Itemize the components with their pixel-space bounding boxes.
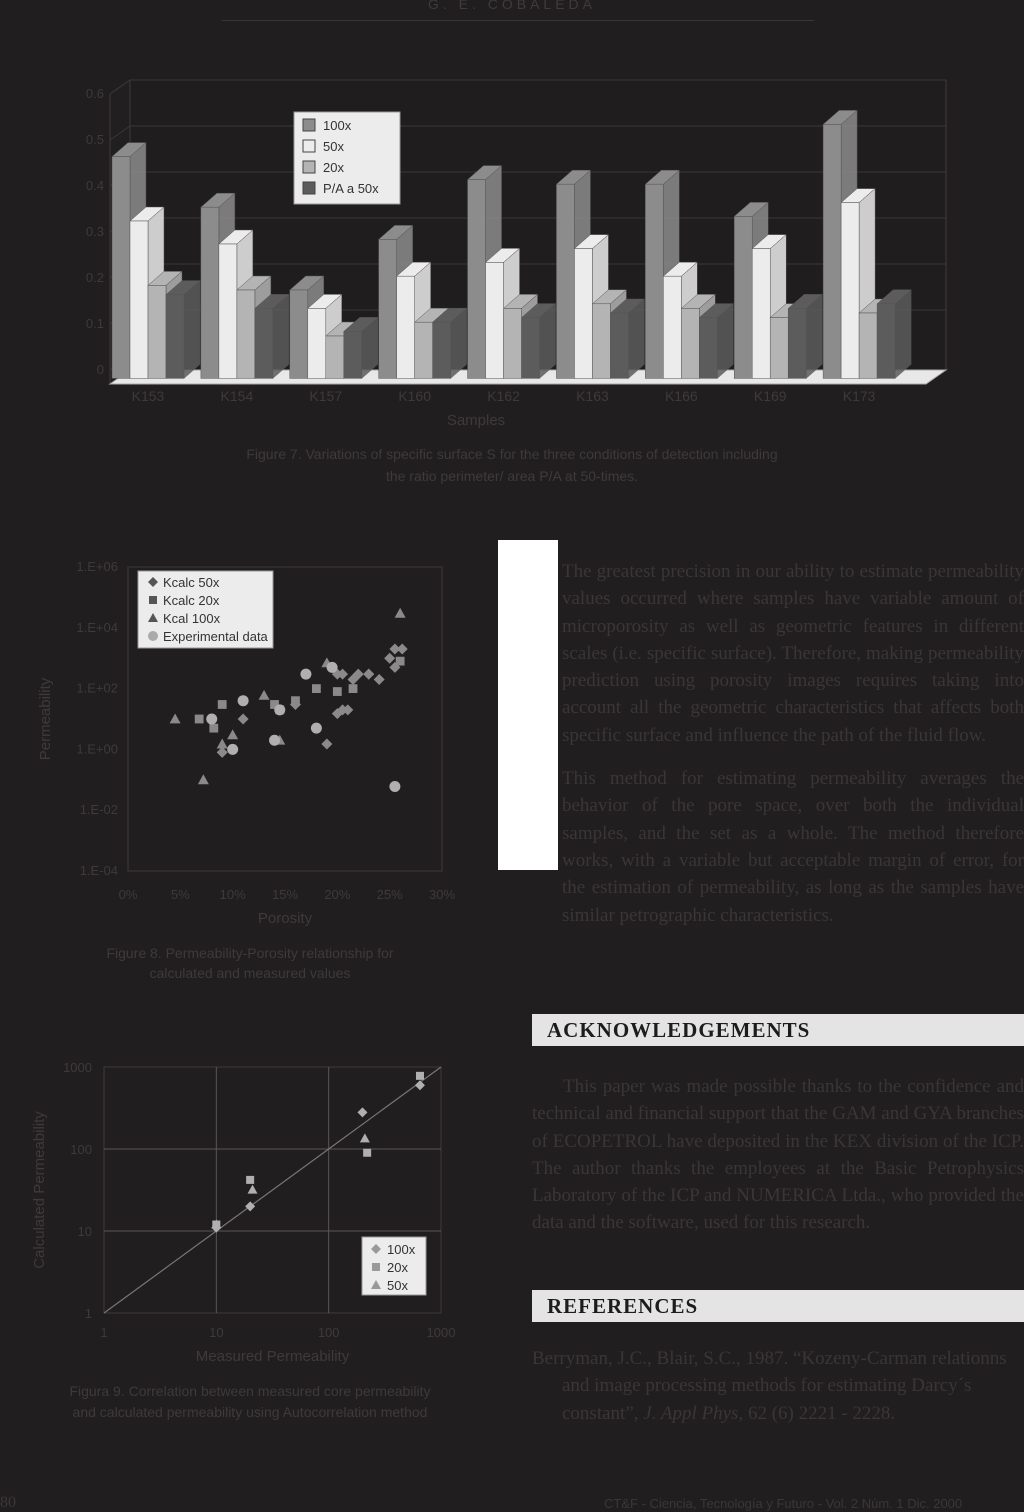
figure7-xtick-label: K173: [842, 388, 876, 404]
figure7-bar-front: [574, 249, 592, 379]
figure8-legend-marker: [149, 596, 157, 604]
figure7-bar-front: [219, 244, 237, 378]
figure9-caption: [20, 1381, 480, 1423]
figure8-legend-marker: [148, 631, 158, 641]
figure9-point: [416, 1072, 424, 1080]
page-number: 80: [0, 1494, 16, 1511]
figure8-point: [195, 715, 204, 724]
figure7-bar-side: [895, 290, 911, 379]
figure7-ytick-label: 0.5: [85, 132, 104, 147]
figure8-caption-line2: calculated and measured values: [149, 965, 351, 981]
figure8-ytick-label: 1.E-04: [79, 863, 118, 878]
reference-1-journal: J. Appl Phys: [643, 1402, 739, 1424]
figure7-ytick-label: 0.3: [85, 224, 104, 239]
figure7-bar-front: [130, 221, 148, 378]
figure8-point: [238, 714, 249, 725]
figure8-point: [206, 714, 217, 725]
figure8-point: [396, 657, 405, 666]
figure7-legend-swatch: [303, 161, 315, 173]
figure9-caption-line1: Figura 9. Correlation between measured core permeability: [69, 1383, 431, 1399]
figure7-ytick-label: 0.1: [85, 316, 104, 331]
figure9-legend-marker: [372, 1263, 380, 1271]
figure7-ytick-label: 0.6: [85, 86, 104, 101]
figure7-bar-front: [166, 295, 184, 379]
figure8-xtick-label: 10%: [219, 887, 246, 902]
body-text: [562, 558, 1024, 929]
figure7-bar-front: [770, 318, 788, 379]
figure7-bar-front: [415, 322, 433, 378]
figure7-bar-side: [806, 294, 822, 378]
figure8-point: [218, 700, 227, 709]
figure7-legend-label: P/A a 50x: [323, 181, 379, 196]
figure8-point: [217, 747, 228, 758]
figure8-point: [227, 729, 238, 739]
figure7-bar-side: [184, 281, 200, 379]
figure7-bar-front: [610, 313, 628, 378]
figure8-point: [397, 644, 408, 655]
figure8-point: [349, 684, 358, 693]
figure8-ytick-label: 1.E+04: [76, 619, 118, 635]
figure7-legend-swatch: [303, 140, 315, 152]
figure7-bar-front: [290, 290, 308, 378]
figure8-xtick-label: 0%: [118, 887, 138, 902]
figure8-point: [327, 662, 338, 673]
figure7-bar-front: [255, 308, 273, 378]
figure7-ytick-label: 0.4: [85, 178, 104, 193]
figure7-bar-front: [556, 184, 574, 378]
figure8-point: [238, 695, 249, 706]
figure8-point: [217, 739, 228, 749]
figure9-ytick-label: 10: [77, 1224, 92, 1239]
figure7-bar-front: [201, 207, 219, 378]
figure9-xtick-label: 1000: [426, 1325, 456, 1340]
figure7-bar-front: [148, 285, 166, 378]
figure8-legend-label: Kcal 100x: [163, 611, 221, 626]
figure8-point: [312, 684, 321, 693]
figure7-caption: [0, 443, 1024, 487]
figure9-point: [363, 1149, 371, 1157]
figure9-xtick-label: 10: [209, 1325, 224, 1340]
figure8-point: [395, 608, 406, 618]
figure7-bar-front: [522, 318, 540, 379]
figure7-bar-front: [699, 318, 717, 379]
figure7-ytick-label: 0: [96, 362, 104, 377]
figure7-bar-front: [859, 313, 877, 378]
header-rule: [222, 20, 814, 21]
figure9-yaxis-title: Calculated Permeability: [31, 1111, 48, 1269]
figure9-point: [245, 1201, 255, 1211]
figure9-ytick-label: 1: [84, 1306, 92, 1321]
body-paragraph-1: The greatest precision in our ability to estimate permeability values occurred where samples have variable amount of microporosity as well as geometric features in different scales (i.e. specific surface). Therefore, making permeability prediction using porosity images requires taking into account all the geometric characteristics that affects both specific surface and influence the path of the fluid flow.: [562, 561, 1024, 746]
figure9-point: [360, 1133, 370, 1142]
figure7-bar-front: [237, 290, 255, 378]
figure8-scatter-chart: [20, 555, 490, 935]
figure7-bar-front: [663, 276, 681, 378]
figure8-xtick-label: 15%: [271, 887, 299, 902]
figure8-legend-label: Experimental data: [163, 629, 268, 644]
figure7-xtick-label: K163: [576, 388, 609, 404]
figure9-point: [415, 1080, 425, 1090]
figure8-point: [311, 723, 322, 734]
figure9-xtick-label: 1: [100, 1325, 108, 1340]
figure7-bar-front: [486, 262, 504, 378]
reference-entry-1: [532, 1345, 1024, 1427]
figure7-bar-front: [344, 331, 362, 378]
figure9-legend-label: 20x: [387, 1260, 408, 1275]
figure7-legend-label: 50x: [323, 139, 344, 154]
figure9-caption-line2: and calculated permeability using Autocorrelation method: [72, 1404, 428, 1420]
figure7-bar-front: [823, 124, 841, 378]
figure7-legend-label: 20x: [323, 160, 344, 175]
figure8-point: [291, 696, 300, 705]
white-block: [498, 540, 558, 870]
figure8-legend: [138, 571, 273, 648]
figure7-bar: [788, 294, 822, 378]
figure9-point: [357, 1107, 367, 1117]
figure8-point: [274, 704, 285, 715]
journal-footer: CT&F - Ciencia, Tecnología y Futuro - Vol. 2 Núm. 1 Dic. 2000: [604, 1496, 963, 1511]
figure7-xtick-label: K153: [131, 388, 165, 404]
figure7-bar: [166, 281, 200, 379]
figure8-ytick-label: 1.E-02: [79, 802, 118, 818]
figure9-scatter-chart: [20, 1055, 490, 1375]
figure7-xtick-label: K166: [664, 388, 698, 404]
figure8-caption: [20, 943, 480, 983]
figure8-xtick-label: 30%: [428, 887, 456, 902]
figure7-xtick-label: K162: [487, 388, 520, 404]
figure7-bar-front: [468, 180, 486, 379]
figure7-xtick-label: K154: [220, 388, 254, 404]
figure8-point: [333, 687, 342, 696]
figure7-caption-line2: the ratio perimeter/ area P/A at 50-times.: [385, 468, 639, 484]
figure8-point: [300, 669, 311, 680]
figure7-bar-front: [877, 304, 895, 379]
figure9-xaxis-title: Measured Permeability: [195, 1348, 350, 1365]
figure8-point: [374, 674, 385, 685]
reference-1-main: Berryman, J.C., Blair, S.C., 1987. “Kozeny-Carman relationns and image processing methods for estimating Darcy´s constant”,: [532, 1348, 1007, 1424]
figure7-bar-chart: [0, 70, 1024, 440]
figure7-bar-front: [645, 184, 663, 378]
reference-1-tail: , 62 (6) 2221 - 2228.: [738, 1402, 896, 1424]
acknowledgements-text: This paper was made possible thanks to the confidence and technical and financial support that the GAM and GYA branches of ECOPETROL have deposited in the KEX division of the ICP. The author thanks the employees at the Basic Petrophysics Laboratory of the ICP and NUMERICA Ltda., who provided the data and the software, used for this research.: [532, 1076, 1024, 1234]
figure7-bar: [699, 304, 733, 379]
figure7-xtick-label: K157: [309, 388, 343, 404]
figure7-xtick-label: K169: [753, 388, 787, 404]
figure7-bar-front: [592, 304, 610, 379]
figure8-xaxis-title: Porosity: [257, 910, 313, 927]
figure9-point: [248, 1185, 258, 1194]
figure7-bar-front: [308, 308, 326, 378]
figure7-bar-front: [752, 249, 770, 379]
figure7-xaxis-title: Samples: [446, 412, 506, 429]
figure7-bar-front: [397, 276, 415, 378]
figure7-caption-line1: Figure 7. Variations of specific surface S for the three conditions of detection including: [246, 446, 778, 462]
figure9-xtick-label: 100: [317, 1325, 340, 1340]
figure7-bar-side: [273, 294, 289, 378]
figure8-point: [321, 739, 332, 750]
figure8-point: [209, 724, 218, 733]
figure7-legend: [294, 112, 400, 204]
figure8-xtick-label: 20%: [324, 887, 351, 902]
figure8-caption-line1: Figure 8. Permeability-Porosity relationship for: [106, 945, 394, 961]
figure8-point: [384, 653, 395, 664]
figure8-ytick-label: 1.E+06: [76, 559, 118, 574]
figure7-ytick-label: 0.2: [85, 270, 104, 285]
figure7-bar-front: [112, 157, 130, 379]
figure9-legend-label: 100x: [387, 1242, 416, 1257]
figure9-ytick-label: 1000: [63, 1060, 92, 1075]
figure7-bar: [255, 294, 289, 378]
figure7-bar-front: [841, 203, 859, 379]
figure8-xtick-label: 5%: [170, 887, 190, 902]
figure7-bar: [610, 299, 644, 378]
figure8-legend-label: Kcalc 50x: [163, 575, 220, 590]
figure9-legend-label: 50x: [387, 1278, 408, 1293]
figure9-legend: [362, 1237, 426, 1295]
figure8-point: [259, 690, 270, 700]
figure8-yaxis-title: Permeability: [37, 677, 54, 761]
figure7-bar: [522, 304, 556, 379]
figure7-bar: [433, 308, 467, 378]
figure7-bar-front: [681, 308, 699, 378]
figure7-legend-swatch: [303, 119, 315, 131]
figure9-ytick-label: 100: [70, 1142, 92, 1157]
figure8-ytick-label: 1.E+02: [76, 680, 118, 696]
figure7-bar-side: [628, 299, 644, 378]
figure7-bar-front: [379, 239, 397, 378]
running-header-author: G. E. COBALEDA: [427, 0, 597, 12]
acknowledgements-heading: ACKNOWLEDGEMENTS: [532, 1014, 1024, 1046]
body-paragraph-2: This method for estimating permeability averages the behavior of the pore space, over both the individual samples, and the set as a whole. The method therefore works, with a variable but acceptable margin of error, for the estimation of permeability, as long as the samples have similar petrographic characteristics.: [562, 768, 1024, 926]
figure8-ytick-label: 1.E+00: [76, 741, 118, 757]
figure8-point: [389, 781, 400, 792]
figure9-point: [246, 1176, 254, 1184]
figure7-bar-front: [326, 336, 344, 378]
figure8-xtick-label: 25%: [376, 887, 403, 902]
figure7-legend-label: 100x: [323, 118, 352, 133]
figure7-bar-front: [788, 308, 806, 378]
figure8-point: [198, 774, 209, 784]
references-heading: REFERENCES: [532, 1290, 1024, 1322]
figure7-bar-front: [433, 322, 451, 378]
figure8-legend-label: Kcalc 20x: [163, 593, 220, 608]
figure8-point: [227, 744, 238, 755]
figure8-point: [269, 735, 280, 746]
figure7-xtick-label: K160: [398, 388, 432, 404]
figure8-point: [363, 669, 374, 680]
figure8-point: [170, 714, 181, 724]
figure7-bar-front: [734, 216, 752, 378]
figure7-bar-front: [504, 308, 522, 378]
figure7-legend-swatch: [303, 182, 315, 194]
figure7-bar: [877, 290, 911, 379]
